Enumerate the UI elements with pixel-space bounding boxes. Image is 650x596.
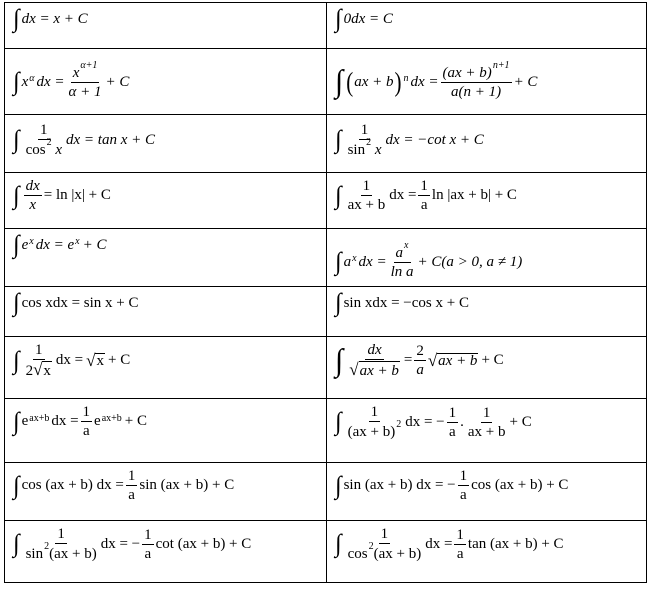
fraction bbox=[24, 341, 54, 380]
integral-sign: ∫ bbox=[335, 342, 344, 378]
formula bbox=[13, 341, 130, 380]
numerator: $a^x$ bbox=[395, 240, 409, 261]
table-row bbox=[5, 521, 647, 583]
integral-formula-table bbox=[4, 2, 647, 583]
fraction bbox=[447, 404, 459, 441]
integral-sign: ∫ bbox=[13, 231, 20, 259]
fraction bbox=[346, 121, 384, 159]
denominator: a bbox=[460, 487, 467, 503]
table-row bbox=[5, 463, 647, 521]
numerator: 1 bbox=[360, 122, 369, 138]
formula-cell bbox=[327, 229, 647, 287]
formula-text: dx = − bbox=[100, 535, 141, 552]
formula-text: + C bbox=[513, 73, 538, 90]
integral-sign: ∫ bbox=[335, 471, 342, 500]
fraction bbox=[142, 526, 154, 563]
denominator: ax + b bbox=[347, 197, 386, 213]
denominator: $\sin^2 x$ bbox=[347, 137, 382, 158]
exponent: n bbox=[403, 73, 409, 84]
formula bbox=[335, 7, 393, 31]
fraction bbox=[24, 177, 42, 214]
formula-text: sin (ax + b) + C bbox=[139, 477, 235, 493]
numerator: dx bbox=[367, 342, 382, 358]
numerator: 1 bbox=[40, 122, 48, 138]
integral-sign: ∫ bbox=[13, 68, 20, 96]
formula-text: = ln |x| + C bbox=[43, 187, 111, 203]
exponent: x bbox=[75, 236, 80, 247]
fraction bbox=[24, 121, 64, 159]
integral-sign: ∫ bbox=[335, 5, 342, 33]
integral-sign: ∫ bbox=[13, 407, 20, 436]
fraction bbox=[347, 341, 402, 380]
integral-sign: ∫ bbox=[13, 289, 20, 317]
formula-text: + C(a > 0, a ≠ 1) bbox=[417, 253, 523, 270]
formula-cell bbox=[5, 173, 327, 229]
table-row bbox=[5, 229, 647, 287]
table-row bbox=[5, 287, 647, 337]
formula-text: + C bbox=[82, 236, 107, 253]
fraction bbox=[466, 404, 508, 441]
formula-cell bbox=[5, 49, 327, 115]
exponent: ax+b bbox=[101, 412, 122, 424]
numerator: 1 bbox=[82, 404, 91, 420]
square-root: √ ax + b bbox=[427, 351, 478, 371]
base: e bbox=[94, 413, 101, 429]
exponent: α bbox=[29, 73, 35, 84]
integral-sign: ∫ bbox=[13, 471, 20, 500]
formula-text: dx = − bbox=[405, 413, 445, 430]
formula bbox=[335, 240, 523, 281]
integral-sign: ∫ bbox=[13, 347, 20, 375]
denominator: a bbox=[420, 197, 428, 213]
formula-text: + C bbox=[481, 352, 504, 369]
exponent: ax+b bbox=[29, 412, 50, 424]
table-row bbox=[5, 3, 647, 49]
fraction bbox=[414, 342, 426, 379]
formula-text: dx = bbox=[389, 187, 417, 203]
formula-text: dx = −cot x + C bbox=[385, 131, 484, 148]
denominator: a bbox=[144, 545, 152, 562]
fraction bbox=[24, 525, 99, 563]
formula-cell bbox=[5, 115, 327, 173]
formula bbox=[13, 121, 155, 159]
formula-cell bbox=[327, 463, 647, 521]
formula-text: cos xdx = sin x + C bbox=[21, 294, 139, 311]
radical-icon: √ bbox=[86, 351, 96, 371]
formula-cell bbox=[5, 3, 327, 49]
fraction bbox=[346, 177, 388, 214]
denominator: √ ax + b bbox=[349, 360, 399, 380]
fraction bbox=[126, 467, 138, 504]
integral-sign: ∫ bbox=[335, 126, 342, 154]
fraction bbox=[441, 60, 512, 101]
integral-sign: ∫ bbox=[335, 181, 342, 210]
formula bbox=[13, 177, 111, 214]
formula bbox=[13, 60, 130, 101]
table-row bbox=[5, 49, 647, 115]
numerator: 1 bbox=[448, 404, 457, 421]
formula-text: dx = tan x + C bbox=[66, 131, 155, 148]
numerator: 1 bbox=[144, 526, 152, 543]
fraction bbox=[454, 526, 466, 563]
formula bbox=[335, 177, 517, 214]
formula-cell bbox=[327, 115, 647, 173]
formula-text: dx = bbox=[55, 352, 84, 369]
integral-sign: ∫ bbox=[335, 64, 344, 99]
formula-text: cos (ax + b) + C bbox=[471, 477, 569, 493]
formula-cell bbox=[5, 399, 327, 463]
denominator: ln a bbox=[390, 264, 414, 280]
fraction bbox=[346, 403, 404, 441]
formula-cell bbox=[5, 463, 327, 521]
formula-text: dx = x + C bbox=[21, 10, 88, 27]
formula-text: tan (ax + b) + C bbox=[467, 535, 564, 552]
formula bbox=[335, 467, 568, 504]
denominator: (ax + b)$^2$ bbox=[347, 419, 402, 440]
formula bbox=[335, 121, 484, 159]
integral-sign: ∫ bbox=[335, 530, 342, 558]
numerator: 1 bbox=[420, 178, 428, 194]
formula bbox=[335, 403, 532, 441]
formula bbox=[335, 60, 538, 101]
table-row bbox=[5, 173, 647, 229]
formula-cell bbox=[327, 49, 647, 115]
denominator: ax + b bbox=[467, 423, 506, 440]
numerator: (ax + b)$^{n+1}$ bbox=[442, 60, 510, 81]
formula bbox=[335, 291, 469, 315]
formula-text: + C bbox=[124, 413, 148, 429]
formula-text: 0dx = C bbox=[343, 10, 393, 27]
formula-text: sin (ax + b) dx = − bbox=[343, 477, 456, 493]
formula bbox=[13, 291, 139, 315]
base: e bbox=[21, 413, 29, 429]
formula bbox=[335, 341, 504, 380]
denominator: 2 √ x bbox=[25, 360, 51, 380]
fraction bbox=[418, 177, 430, 214]
numerator: 1 bbox=[35, 342, 43, 358]
formula-cell bbox=[5, 521, 327, 583]
formula-text: + C bbox=[107, 352, 131, 369]
exponent: x bbox=[352, 253, 357, 264]
formula-text: dx = bbox=[51, 413, 79, 429]
formula-text: ln |ax + b| + C bbox=[431, 187, 517, 203]
formula-text: + C bbox=[105, 73, 130, 90]
fraction bbox=[346, 525, 424, 563]
square-root: √ x bbox=[86, 351, 104, 371]
integral-sign: ∫ bbox=[13, 181, 20, 210]
denominator: $\sin^2(ax + b)$ bbox=[25, 541, 97, 562]
formula-cell bbox=[327, 287, 647, 337]
formula bbox=[13, 233, 106, 257]
formula-text: dx = bbox=[425, 535, 453, 552]
formula bbox=[13, 467, 234, 504]
formula-text: + C bbox=[509, 413, 532, 430]
fraction bbox=[67, 60, 104, 101]
numerator: 1 bbox=[380, 526, 389, 542]
formula-text: dx = bbox=[36, 73, 65, 90]
base: a bbox=[343, 253, 352, 270]
formula-text: dx = bbox=[410, 73, 439, 90]
formula-text: cos (ax + b) dx = bbox=[21, 477, 124, 493]
formula-cell bbox=[327, 521, 647, 583]
numerator: 2 bbox=[416, 343, 424, 360]
formula-text: sin xdx = −cos x + C bbox=[343, 294, 469, 311]
fraction bbox=[389, 240, 416, 281]
formula-cell bbox=[327, 399, 647, 463]
formula-cell bbox=[327, 3, 647, 49]
integral-sign: ∫ bbox=[335, 408, 342, 436]
numerator: $x^{\alpha+1}$ bbox=[72, 60, 98, 81]
numerator: dx bbox=[25, 178, 40, 194]
numerator: 1 bbox=[57, 526, 65, 542]
numerator: 1 bbox=[459, 468, 468, 484]
formula-text: dx = e bbox=[35, 236, 75, 253]
formula-text: dx = bbox=[358, 253, 387, 270]
formula bbox=[335, 525, 564, 563]
formula-cell bbox=[5, 229, 327, 287]
formula-cell bbox=[327, 337, 647, 399]
formula-text: . bbox=[460, 413, 464, 430]
integral-sign: ∫ bbox=[335, 248, 342, 276]
denominator: a(n + 1) bbox=[450, 84, 502, 100]
formula bbox=[13, 7, 88, 31]
formula-cell bbox=[5, 287, 327, 337]
radical-icon: √ bbox=[427, 351, 438, 371]
denominator: a bbox=[456, 545, 464, 562]
base: e bbox=[21, 236, 29, 253]
fraction bbox=[81, 403, 93, 440]
formula bbox=[13, 403, 147, 440]
exponent: x bbox=[29, 236, 34, 247]
integral-sign: ∫ bbox=[335, 289, 342, 317]
denominator: a bbox=[82, 423, 90, 439]
formula-cell bbox=[327, 173, 647, 229]
parenthesized-term: ( ax + b ) bbox=[346, 65, 402, 97]
radical-icon: √ bbox=[349, 360, 359, 379]
numerator: 1 bbox=[456, 526, 464, 543]
integral-sign: ∫ bbox=[13, 126, 20, 154]
denominator: α + 1 bbox=[68, 84, 102, 100]
integral-sign: ∫ bbox=[13, 530, 20, 558]
formula bbox=[13, 525, 251, 563]
radical-icon: √ bbox=[33, 360, 43, 379]
denominator: a bbox=[449, 423, 456, 440]
denominator: a bbox=[416, 362, 424, 379]
numerator: 1 bbox=[362, 178, 371, 194]
table-row bbox=[5, 115, 647, 173]
base: x bbox=[21, 73, 29, 90]
formula-cell bbox=[5, 337, 327, 399]
integral-sign: ∫ bbox=[13, 5, 20, 33]
fraction bbox=[458, 467, 470, 504]
numerator: 1 bbox=[127, 468, 136, 484]
formula-text: cot (ax + b) + C bbox=[155, 535, 252, 552]
denominator: $\cos^2 x$ bbox=[25, 137, 62, 158]
denominator: x bbox=[29, 197, 36, 213]
formula-text: = bbox=[403, 352, 413, 369]
table-row bbox=[5, 337, 647, 399]
denominator: $\cos^2(ax + b)$ bbox=[347, 541, 422, 562]
table-row bbox=[5, 399, 647, 463]
denominator: a bbox=[128, 487, 135, 503]
numerator: 1 bbox=[370, 404, 379, 420]
numerator: 1 bbox=[482, 404, 491, 421]
